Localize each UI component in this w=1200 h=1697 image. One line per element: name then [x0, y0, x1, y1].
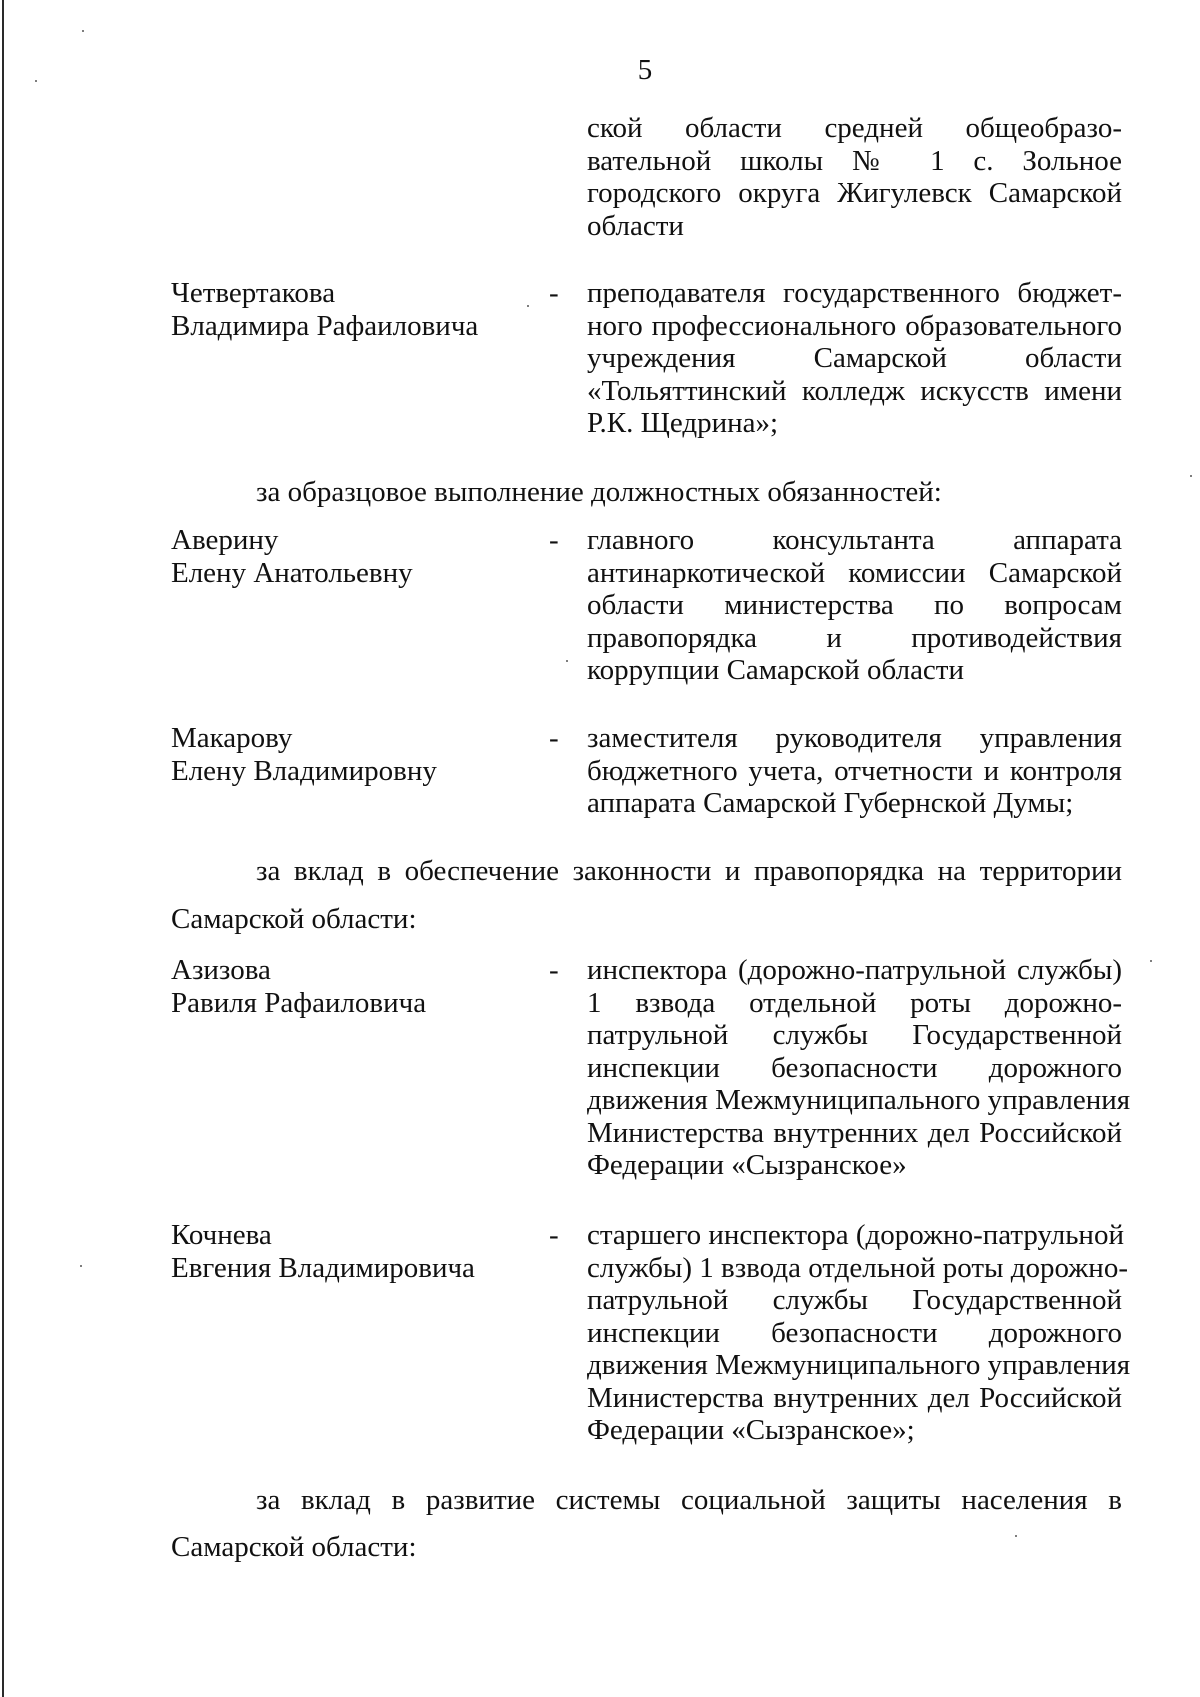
scan-speck [80, 1265, 82, 1267]
section-heading: за образцовое выполнение должностных обязанностей: [256, 476, 942, 508]
continuation-line: области [587, 209, 684, 242]
continuation-text [587, 112, 1122, 242]
scan-speck [1150, 960, 1152, 962]
section-heading: за вклад в развитие системы социальной защиты населения в [256, 1484, 1122, 1516]
page-number: 5 [637, 54, 653, 86]
continuation-line: городского округа Жигулевск Самарской [587, 177, 1122, 209]
position-line: Федерации «Сызранское» [587, 1149, 907, 1181]
awardee-position [587, 1219, 1131, 1447]
position-line: Федерации «Сызранское»; [587, 1414, 915, 1446]
position-line: службы) 1 взвода отдельной роты дорожно- [587, 1251, 1128, 1284]
entry-dash: - [549, 524, 559, 556]
position-line: преподавателя государственного бюджет- [587, 277, 1122, 309]
position-line: Министерства внутренних дел Российской [587, 1381, 1122, 1414]
awardee-position [587, 277, 1122, 440]
position-line: главного консультанта аппарата [587, 524, 1122, 556]
awardee-given-names: Равиля Рафаиловича [171, 986, 427, 1019]
section-heading: за вклад в обеспечение законности и правопорядка на территории [256, 855, 1122, 887]
awardee-given-names: Владимира Рафаиловича [171, 309, 479, 342]
page-binding-edge [2, 0, 4, 1697]
entry-dash: - [549, 954, 559, 986]
position-line: области министерства по вопросам [587, 589, 1122, 621]
awardee-name [171, 722, 531, 787]
position-line: инспекции безопасности дорожного [587, 1051, 1122, 1084]
position-line: патрульной службы Государственной [587, 1284, 1122, 1316]
position-line: «Тольяттинский колледж искусств имени [587, 374, 1122, 407]
entry-dash: - [549, 277, 559, 309]
entry-dash: - [549, 1219, 559, 1251]
position-line: движения Межмуниципального управления [587, 1349, 1131, 1381]
awardee-position [587, 954, 1131, 1182]
awardee-given-names: Елену Анатольевну [171, 556, 413, 589]
section-heading-continuation: Самарской области: [171, 903, 417, 935]
awardee-surname: Четвертакова [171, 277, 336, 309]
position-line: Р.К. Щедрина»; [587, 407, 779, 439]
awardee-name [171, 524, 531, 589]
continuation-line: вательной школы № 1 с. Зольное [587, 144, 1122, 177]
awardee-surname: Макарову [171, 722, 293, 754]
awardee-surname: Кочнева [171, 1219, 272, 1251]
awardee-surname: Аверину [171, 524, 279, 556]
continuation-line: ской области средней общеобразо- [587, 112, 1122, 144]
scan-speck [1190, 475, 1192, 477]
awardee-position [587, 524, 1122, 687]
awardee-given-names: Евгения Владимировича [171, 1251, 475, 1284]
section-heading-continuation: Самарской области: [171, 1531, 417, 1563]
position-line: аппарата Самарской Губернской Думы; [587, 787, 1074, 819]
position-line: старшего инспектора (дорожно-патрульной [587, 1219, 1124, 1251]
awardee-position [587, 722, 1122, 820]
position-line: инспекции безопасности дорожного [587, 1316, 1122, 1349]
awardee-name [171, 1219, 531, 1284]
awardee-given-names: Елену Владимировну [171, 754, 437, 787]
position-line: антинаркотической комиссии Самарской [587, 556, 1122, 589]
scan-speck [82, 30, 84, 32]
awardee-name [171, 954, 531, 1019]
position-line: бюджетного учета, отчетности и контроля [587, 754, 1122, 787]
position-line: заместителя руководителя управления [587, 722, 1122, 754]
position-line: патрульной службы Государственной [587, 1019, 1122, 1051]
awardee-name [171, 277, 531, 342]
position-line: движения Межмуниципального управления [587, 1084, 1131, 1116]
position-line: Министерства внутренних дел Российской [587, 1116, 1122, 1149]
position-line: ного профессионального образовательного [587, 309, 1122, 342]
entry-dash: - [549, 722, 559, 754]
scan-speck [566, 660, 568, 662]
awardee-surname: Азизова [171, 954, 271, 986]
position-line: 1 взвода отдельной роты дорожно- [587, 986, 1122, 1019]
position-line: инспектора (дорожно-патрульной службы) [587, 954, 1122, 986]
position-line: коррупции Самарской области [587, 654, 964, 686]
position-line: правопорядка и противодействия [587, 621, 1122, 654]
position-line: учреждения Самарской области [587, 342, 1122, 374]
